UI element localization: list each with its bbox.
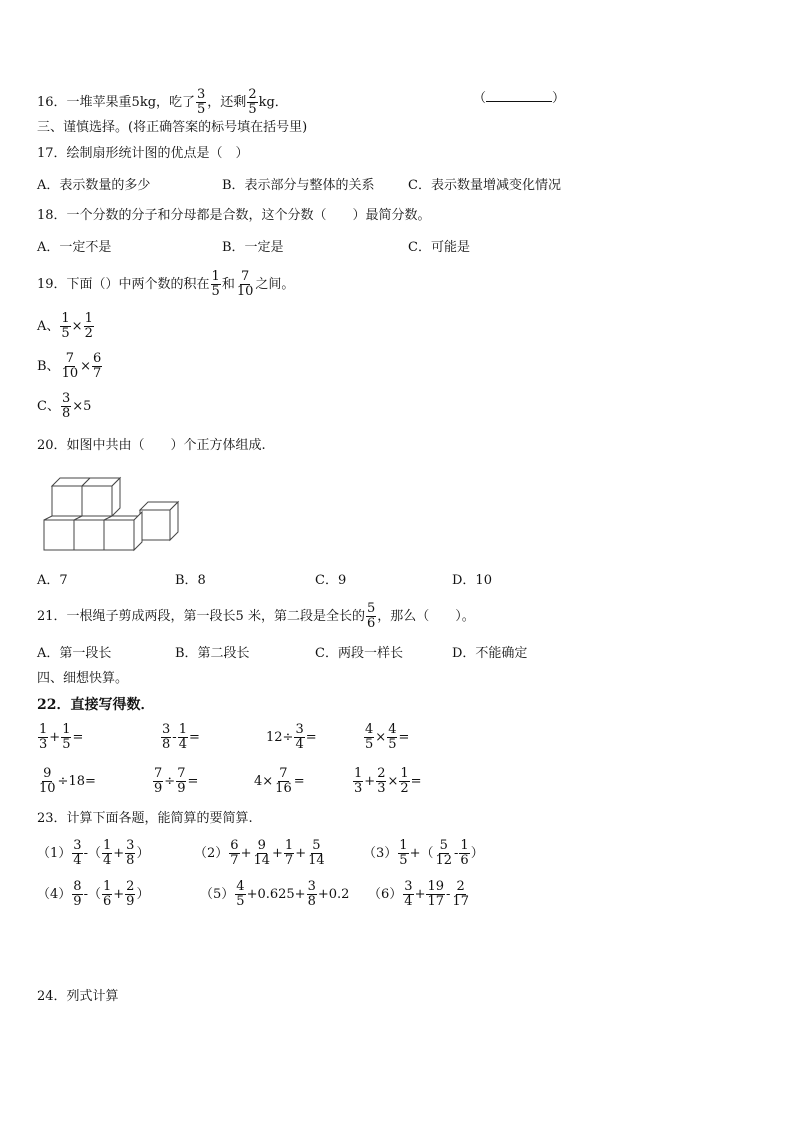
expression-text: C、 — [37, 399, 60, 414]
denominator: 5 — [399, 853, 408, 868]
fraction — [364, 723, 374, 752]
q24-stem: 24．列式计算 — [37, 989, 119, 1004]
expression-text: + — [240, 846, 252, 861]
numerator: 4 — [365, 722, 374, 737]
expression-text: （1） — [37, 846, 72, 861]
fraction — [274, 767, 293, 796]
numerator: 1 — [84, 311, 93, 326]
denominator: 4 — [404, 894, 413, 909]
denominator: 5 — [197, 102, 206, 117]
q22-expr-7[interactable] — [254, 767, 305, 796]
fraction — [353, 767, 363, 796]
expression-text: -（ — [83, 887, 101, 902]
numerator: 1 — [39, 722, 48, 737]
expression-text: - — [454, 846, 459, 861]
denominator: 4 — [73, 853, 82, 868]
fraction — [459, 839, 469, 868]
denominator: 14 — [308, 853, 325, 868]
fraction — [398, 839, 408, 868]
numerator: 2 — [248, 87, 257, 102]
q16-text: 16．一堆苹果重5kg，吃了 — [37, 95, 196, 110]
denominator: 4 — [178, 737, 187, 752]
expression-text: + — [272, 846, 283, 861]
numerator: 5 — [439, 838, 448, 853]
denominator: 7 — [284, 853, 294, 868]
q22-stem: 22．直接写得数． — [37, 697, 155, 713]
expression-text: 和 — [221, 277, 235, 292]
q21-option-a[interactable]: A．第一段长 — [37, 646, 112, 661]
numerator: 7 — [154, 766, 163, 781]
q22-expr-4[interactable] — [363, 723, 409, 752]
denominator: 17 — [427, 894, 445, 909]
denominator: 8 — [126, 853, 135, 868]
q18-option-c[interactable]: C．可能是 — [408, 240, 470, 255]
denominator: 2 — [84, 326, 93, 341]
q21-option-b[interactable]: B．第二段长 — [175, 646, 250, 661]
fraction — [387, 723, 397, 752]
q23-problem-2[interactable] — [194, 839, 327, 868]
expression-text: -（ — [83, 846, 101, 861]
q19-option-b[interactable] — [37, 352, 103, 381]
denominator: 2 — [400, 781, 409, 796]
cube — [74, 520, 104, 550]
expression-text: ÷ — [164, 774, 176, 789]
denominator: 10 — [61, 366, 79, 381]
expression-text: （6） — [368, 887, 403, 902]
fraction — [434, 839, 453, 868]
q23-problem-4[interactable] — [37, 880, 149, 909]
expression-text: = — [188, 730, 200, 745]
expression-text: 之间。 — [255, 277, 295, 292]
numerator: 2 — [456, 879, 465, 894]
q23-problem-5[interactable] — [200, 880, 349, 909]
fraction — [102, 839, 112, 868]
fraction — [307, 839, 326, 868]
q18-option-a[interactable]: A．一定不是 — [37, 240, 112, 255]
denominator: 14 — [253, 853, 271, 868]
q22-expr-6[interactable] — [152, 767, 198, 796]
numerator: 3 — [126, 838, 135, 853]
fraction — [84, 312, 94, 341]
expression-text: （3） — [363, 846, 398, 861]
q17-option-b[interactable]: B．表示部分与整体的关系 — [222, 178, 375, 193]
fraction — [403, 880, 413, 909]
denominator: 9 — [73, 894, 82, 909]
expression-text: - — [172, 730, 177, 745]
expression-text: 12÷ — [266, 730, 294, 745]
denominator: 8 — [162, 737, 171, 752]
fraction — [211, 270, 221, 299]
denominator: 7 — [93, 366, 102, 381]
denominator: 5 — [211, 284, 220, 299]
fraction — [376, 767, 386, 796]
q20-option-a[interactable]: A．7 — [37, 573, 68, 588]
numerator: 5 — [312, 838, 321, 853]
expression-text: = — [410, 774, 422, 789]
numerator: 4 — [236, 879, 245, 894]
numerator: 6 — [230, 838, 239, 853]
fraction — [176, 767, 186, 796]
expression-text: + — [414, 887, 426, 902]
expression-text: - — [446, 887, 451, 902]
q16-text: ，还剩 — [207, 95, 247, 110]
expression-text: ） — [136, 887, 150, 902]
denominator: 12 — [435, 853, 453, 868]
numerator: 19 — [427, 879, 445, 894]
numerator: 3 — [61, 391, 71, 406]
fraction — [92, 352, 102, 381]
expression-text: （ — [473, 91, 487, 106]
q19-option-c[interactable] — [37, 392, 91, 421]
denominator: 9 — [126, 894, 135, 909]
numerator: 1 — [354, 766, 363, 781]
fraction — [72, 880, 82, 909]
fraction — [284, 839, 294, 868]
expression-text: ，那么（ ）。 — [377, 609, 475, 624]
fraction — [161, 723, 171, 752]
denominator: 10 — [39, 781, 56, 796]
q16-line — [37, 88, 288, 117]
denominator: 8 — [61, 406, 71, 421]
expression-text: ） — [552, 91, 566, 106]
numerator: 3 — [197, 87, 206, 102]
expression-text: + — [364, 774, 376, 789]
expression-text: × — [80, 359, 92, 374]
denominator: 4 — [102, 853, 112, 868]
q17-option-c[interactable]: C．表示数量增减变化情况 — [408, 178, 561, 193]
denominator: 10 — [236, 284, 254, 299]
numerator: 7 — [279, 766, 288, 781]
expression-text: A、 — [37, 319, 60, 334]
fraction — [61, 352, 80, 381]
q23-problem-3[interactable] — [363, 839, 484, 868]
expression-text: + — [49, 730, 61, 745]
q22-expr-5[interactable] — [37, 767, 96, 796]
numerator: 2 — [377, 766, 386, 781]
expression-text: × — [71, 319, 83, 334]
fraction — [153, 767, 163, 796]
numerator: 1 — [284, 838, 294, 853]
denominator: 6 — [460, 853, 469, 868]
expression-text: ÷18= — [57, 774, 96, 789]
expression-text: + — [113, 846, 125, 861]
q23-problem-6[interactable] — [368, 880, 471, 909]
q17-stem: 17．绘制扇形统计图的优点是（ ） — [37, 146, 249, 161]
numerator: 3 — [73, 838, 82, 853]
numerator: 1 — [400, 766, 409, 781]
denominator: 9 — [177, 781, 186, 796]
numerator: 5 — [366, 601, 376, 616]
expression-text: = — [305, 730, 317, 745]
numerator: 1 — [62, 722, 71, 737]
fraction — [399, 767, 409, 796]
denominator: 3 — [377, 781, 386, 796]
denominator: 5 — [388, 737, 397, 752]
expression-text: 21．一根绳子剪成两段，第一段长5 米，第二段是全长的 — [37, 609, 365, 624]
numerator: 2 — [126, 879, 135, 894]
denominator: 9 — [154, 781, 163, 796]
denominator: 5 — [61, 326, 70, 341]
q19-stem — [37, 270, 294, 299]
numerator: 1 — [102, 838, 112, 853]
denominator: 3 — [39, 737, 48, 752]
denominator: 3 — [354, 781, 363, 796]
fraction — [229, 839, 239, 868]
q22-expr-2[interactable] — [160, 723, 200, 752]
cube — [82, 478, 120, 516]
denominator: 8 — [307, 894, 316, 909]
expression-text: ×5 — [72, 399, 92, 414]
fraction — [196, 88, 206, 117]
fraction — [125, 880, 135, 909]
numerator: 1 — [178, 722, 187, 737]
expression-text: = — [72, 730, 84, 745]
numerator: 3 — [162, 722, 171, 737]
numerator: 4 — [388, 722, 397, 737]
numerator: 8 — [73, 879, 82, 894]
fraction — [294, 723, 304, 752]
fraction — [252, 839, 271, 868]
fraction — [451, 880, 470, 909]
numerator: 7 — [240, 269, 250, 284]
q16-answer-blank[interactable] — [473, 89, 565, 107]
fraction — [60, 312, 70, 341]
expression-text: = — [187, 774, 199, 789]
q20-option-b[interactable]: B．8 — [175, 573, 206, 588]
numerator: 3 — [307, 879, 316, 894]
expression-text: ） — [136, 846, 150, 861]
expression-text: +0.625+ — [246, 887, 306, 902]
expression-text: × — [387, 774, 399, 789]
fraction — [235, 880, 245, 909]
numerator: 1 — [399, 838, 408, 853]
q20-option-d[interactable]: D．10 — [452, 573, 492, 588]
cube — [44, 520, 74, 550]
expression-text: +（ — [409, 846, 434, 861]
denominator: 6 — [102, 894, 112, 909]
cube — [104, 512, 142, 550]
q21-stem — [37, 602, 475, 631]
fraction — [178, 723, 188, 752]
expression-text: 19．下面（）中两个数的积在 — [37, 277, 210, 292]
numerator: 3 — [295, 722, 304, 737]
expression-text: × — [375, 730, 387, 745]
fraction — [366, 602, 376, 631]
denominator: 6 — [366, 616, 376, 631]
denominator: 17 — [452, 894, 469, 909]
numerator: 7 — [177, 766, 186, 781]
denominator: 16 — [275, 781, 292, 796]
q18-option-b[interactable]: B．一定是 — [222, 240, 284, 255]
numerator: 6 — [93, 351, 102, 366]
expression-text: （5） — [200, 887, 235, 902]
denominator: 7 — [230, 853, 239, 868]
fraction — [307, 880, 317, 909]
q19-option-a[interactable] — [37, 312, 95, 341]
expression-text: （4） — [37, 887, 72, 902]
expression-text: B、 — [37, 359, 60, 374]
numerator: 9 — [257, 838, 266, 853]
denominator: 5 — [236, 894, 245, 909]
q21-option-c[interactable]: C．两段一样长 — [315, 646, 403, 661]
numerator: 3 — [404, 879, 413, 894]
fraction — [61, 723, 71, 752]
fraction — [61, 392, 71, 421]
expression-text: + — [295, 846, 307, 861]
expression-text: + — [113, 887, 125, 902]
fraction — [38, 767, 57, 796]
fraction — [38, 723, 48, 752]
numerator: 1 — [211, 269, 220, 284]
q21-option-d[interactable]: D．不能确定 — [452, 646, 528, 661]
denominator: 5 — [365, 737, 374, 752]
expression-text: 4× — [254, 774, 274, 789]
q20-stem: 20．如图中共由（ ）个正方体组成. — [37, 438, 266, 453]
fraction — [426, 880, 445, 909]
expression-text: = — [398, 730, 410, 745]
fraction — [125, 839, 135, 868]
fraction — [236, 270, 255, 299]
fraction — [72, 839, 82, 868]
fraction — [247, 88, 257, 117]
expression-text: +0.2 — [317, 887, 350, 902]
q22-expr-8[interactable] — [352, 767, 422, 796]
expression-text: = — [293, 774, 305, 789]
numerator: 1 — [102, 879, 112, 894]
numerator: 1 — [61, 311, 70, 326]
section-4-heading: 四、细想快算。 — [37, 671, 129, 686]
section-3-heading: 三、谨慎选择。(将正确答案的标号填在括号里) — [37, 120, 308, 135]
denominator: 5 — [248, 102, 257, 117]
cube-figure — [40, 474, 182, 552]
q18-stem: 18．一个分数的分子和分母都是合数，这个分数（ ）最简分数。 — [37, 208, 431, 223]
q20-option-c[interactable]: C．9 — [315, 573, 347, 588]
denominator: 4 — [295, 737, 304, 752]
cube — [140, 502, 178, 540]
numerator: 7 — [65, 351, 74, 366]
expression-text: ） — [470, 846, 484, 861]
denominator: 5 — [62, 737, 71, 752]
q17-option-a[interactable]: A．表示数量的多少 — [37, 178, 151, 193]
expression-text: （2） — [194, 846, 229, 861]
fraction — [102, 880, 112, 909]
q23-stem: 23．计算下面各题，能简算的要简算. — [37, 811, 253, 826]
q23-problem-1[interactable] — [37, 839, 149, 868]
numerator: 1 — [460, 838, 469, 853]
q16-text: kg． — [258, 95, 288, 110]
numerator: 9 — [43, 766, 52, 781]
q22-expr-1[interactable] — [37, 723, 83, 752]
q22-expr-3[interactable] — [266, 723, 317, 752]
